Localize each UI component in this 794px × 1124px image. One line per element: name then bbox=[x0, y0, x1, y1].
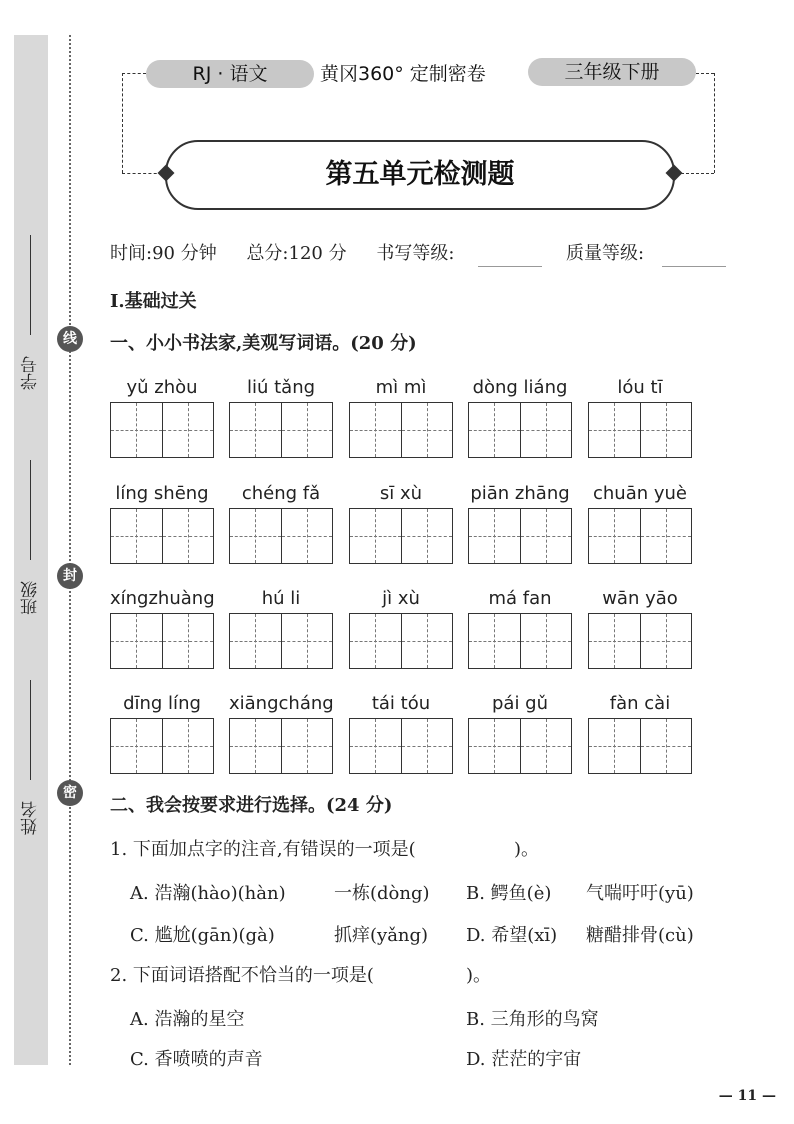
writing-cell[interactable] bbox=[230, 719, 282, 773]
pinyin-label: dòng liáng bbox=[472, 377, 568, 398]
writing-cell[interactable] bbox=[402, 509, 453, 563]
quality-grade: 质量等级: bbox=[566, 243, 645, 264]
writing-cell[interactable] bbox=[521, 719, 572, 773]
student-id-blank bbox=[30, 235, 31, 335]
writing-cell[interactable] bbox=[641, 403, 692, 457]
writing-grid[interactable] bbox=[588, 508, 692, 564]
writing-cell[interactable] bbox=[111, 509, 163, 563]
quality-grade-blank[interactable] bbox=[662, 266, 726, 267]
pinyin-label: fàn cài bbox=[609, 693, 671, 714]
writing-grid[interactable] bbox=[110, 508, 214, 564]
q2-item1-option-b: B. 鳄鱼(è) bbox=[466, 883, 552, 904]
writing-grid[interactable] bbox=[468, 508, 572, 564]
writing-cell[interactable] bbox=[111, 719, 163, 773]
writing-grid[interactable] bbox=[349, 613, 453, 669]
writing-cell[interactable] bbox=[469, 614, 521, 668]
writing-cell[interactable] bbox=[350, 509, 402, 563]
writing-cell[interactable] bbox=[521, 403, 572, 457]
q2-item2-option-b: B. 三角形的鸟窝 bbox=[466, 1009, 599, 1030]
writing-grid[interactable] bbox=[229, 402, 333, 458]
student-id-label: 学号 bbox=[21, 356, 41, 390]
writing-cell[interactable] bbox=[641, 509, 692, 563]
pinyin-label: má fan bbox=[488, 588, 552, 609]
writing-cell[interactable] bbox=[163, 614, 214, 668]
writing-cell[interactable] bbox=[589, 614, 641, 668]
writing-cell[interactable] bbox=[402, 719, 453, 773]
name-label: 姓名 bbox=[21, 801, 41, 835]
time-info: 时间:90 分钟 bbox=[110, 243, 217, 264]
class-label: 班级 bbox=[21, 581, 41, 615]
q2-item1-option-d: D. 希望(xī) bbox=[466, 925, 558, 946]
q2-item1-stem: 1. 下面加点字的注音,有错误的一项是( bbox=[110, 839, 416, 860]
seal-seal-badge: 封 bbox=[57, 563, 83, 589]
writing-cell[interactable] bbox=[350, 403, 402, 457]
writing-grid[interactable] bbox=[110, 613, 214, 669]
writing-grid[interactable] bbox=[349, 508, 453, 564]
q2-item2-stem-end: )。 bbox=[466, 965, 492, 986]
page-number: — 11 — bbox=[718, 1088, 776, 1104]
writing-grid[interactable] bbox=[349, 402, 453, 458]
pinyin-label: mì mì bbox=[375, 377, 427, 398]
q2-item1-option-c2: 抓痒(yǎng) bbox=[334, 925, 429, 946]
writing-cell[interactable] bbox=[589, 509, 641, 563]
writing-grid[interactable] bbox=[229, 508, 333, 564]
writing-grid[interactable] bbox=[588, 718, 692, 774]
pinyin-label: líng shēng bbox=[115, 483, 209, 504]
writing-grid[interactable] bbox=[588, 402, 692, 458]
pinyin-label: jì xù bbox=[382, 588, 420, 609]
pinyin-label: chuān yuè bbox=[592, 483, 687, 504]
q2-item1-option-b2: 气喘吁吁(yū) bbox=[586, 883, 694, 904]
pinyin-label: pái gǔ bbox=[491, 693, 548, 714]
writing-cell[interactable] bbox=[282, 614, 333, 668]
header-dash-left-b bbox=[122, 173, 162, 174]
writing-cell[interactable] bbox=[163, 509, 214, 563]
name-blank bbox=[30, 680, 31, 780]
seal-line-badge: 线 bbox=[57, 326, 83, 352]
writing-grid[interactable] bbox=[110, 718, 214, 774]
writing-cell[interactable] bbox=[230, 614, 282, 668]
writing-cell[interactable] bbox=[641, 719, 692, 773]
header-dash-left bbox=[122, 73, 146, 74]
header-dash-right bbox=[696, 73, 714, 74]
writing-cell[interactable] bbox=[350, 614, 402, 668]
score-info: 总分:120 分 bbox=[246, 243, 347, 264]
writing-cell[interactable] bbox=[230, 403, 282, 457]
writing-cell[interactable] bbox=[469, 509, 521, 563]
q2-item2-stem: 2. 下面词语搭配不恰当的一项是( bbox=[110, 965, 374, 986]
writing-cell[interactable] bbox=[521, 509, 572, 563]
writing-cell[interactable] bbox=[111, 403, 163, 457]
q2-item1-option-d2: 糖醋排骨(cù) bbox=[586, 925, 694, 946]
writing-cell[interactable] bbox=[163, 403, 214, 457]
pinyin-label: xiāngcháng bbox=[229, 693, 334, 714]
header-dash-right-v bbox=[714, 73, 715, 173]
writing-cell[interactable] bbox=[589, 719, 641, 773]
writing-grid[interactable] bbox=[468, 613, 572, 669]
page-title: 第五单元检测题 bbox=[165, 140, 675, 210]
q2-heading: 二、我会按要求进行选择。(24 分) bbox=[110, 795, 393, 816]
writing-grade: 书写等级: bbox=[376, 243, 455, 264]
writing-grade-blank[interactable] bbox=[478, 266, 542, 267]
writing-cell[interactable] bbox=[521, 614, 572, 668]
writing-cell[interactable] bbox=[402, 403, 453, 457]
writing-grid[interactable] bbox=[588, 613, 692, 669]
writing-cell[interactable] bbox=[282, 403, 333, 457]
binding-strip bbox=[14, 35, 48, 1065]
pinyin-label: liú tǎng bbox=[246, 377, 316, 398]
pinyin-label: wān yāo bbox=[602, 588, 678, 609]
class-blank bbox=[30, 460, 31, 560]
writing-cell[interactable] bbox=[111, 614, 163, 668]
writing-cell[interactable] bbox=[469, 719, 521, 773]
pinyin-label: tái tóu bbox=[371, 693, 431, 714]
q2-item1-option-a2: 一栋(dòng) bbox=[334, 883, 430, 904]
writing-cell[interactable] bbox=[469, 403, 521, 457]
subject-pill: RJ · 语文 bbox=[146, 60, 314, 88]
writing-grid[interactable] bbox=[110, 402, 214, 458]
writing-grid[interactable] bbox=[468, 718, 572, 774]
seal-secret-badge: 密 bbox=[57, 780, 83, 806]
pinyin-label: chéng fǎ bbox=[241, 483, 321, 504]
pinyin-label: lóu tī bbox=[617, 377, 663, 398]
brand-text: 黄冈360° 定制密卷 bbox=[320, 63, 486, 85]
q2-item2-option-d: D. 茫茫的宇宙 bbox=[466, 1049, 582, 1070]
section-heading: Ⅰ.基础过关 bbox=[110, 291, 197, 312]
q2-item2-option-c: C. 香喷喷的声音 bbox=[130, 1049, 263, 1070]
q2-item1-stem-end: )。 bbox=[514, 839, 540, 860]
writing-grid[interactable] bbox=[229, 718, 333, 774]
pinyin-label: dīng líng bbox=[123, 693, 201, 714]
writing-cell[interactable] bbox=[230, 509, 282, 563]
writing-grid[interactable] bbox=[349, 718, 453, 774]
writing-cell[interactable] bbox=[350, 719, 402, 773]
writing-cell[interactable] bbox=[402, 614, 453, 668]
cut-line bbox=[69, 35, 71, 1065]
q2-item2-option-a: A. 浩瀚的星空 bbox=[130, 1009, 245, 1030]
writing-grid[interactable] bbox=[468, 402, 572, 458]
writing-cell[interactable] bbox=[282, 509, 333, 563]
grade-pill: 三年级下册 bbox=[528, 58, 696, 86]
q2-item1-option-c: C. 尴尬(gān)(gà) bbox=[130, 925, 275, 946]
writing-cell[interactable] bbox=[163, 719, 214, 773]
writing-cell[interactable] bbox=[589, 403, 641, 457]
pinyin-label: piān zhāng bbox=[470, 483, 570, 504]
q1-heading: 一、小小书法家,美观写词语。(20 分) bbox=[110, 333, 417, 354]
exam-info bbox=[110, 240, 478, 268]
pinyin-label: hú li bbox=[261, 588, 301, 609]
writing-cell[interactable] bbox=[641, 614, 692, 668]
writing-cell[interactable] bbox=[282, 719, 333, 773]
pinyin-label: xíngzhuàng bbox=[110, 588, 215, 609]
header-dash-left-v bbox=[122, 73, 123, 173]
writing-grid[interactable] bbox=[229, 613, 333, 669]
q2-item1-option-a: A. 浩瀚(hào)(hàn) bbox=[130, 883, 286, 904]
pinyin-label: yǔ zhòu bbox=[126, 377, 198, 398]
pinyin-label: sī xù bbox=[379, 483, 423, 504]
